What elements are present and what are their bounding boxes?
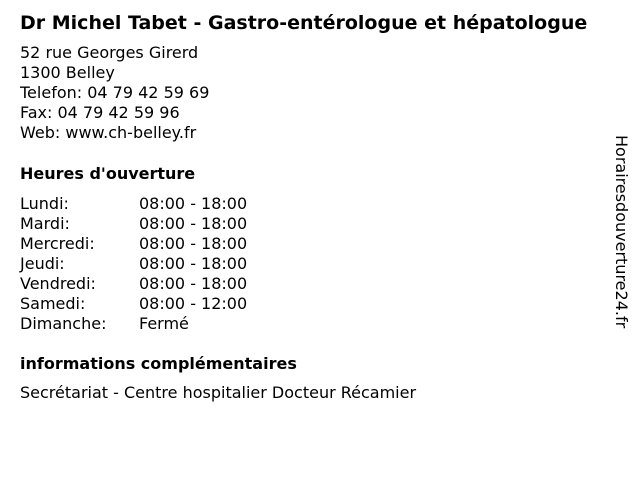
day-label: Mardi:	[20, 214, 70, 233]
time-value: 08:00 - 18:00	[139, 234, 248, 253]
page-title: Dr Michel Tabet - Gastro-entérologue et hépatologue	[20, 12, 588, 34]
time-value: 08:00 - 18:00	[139, 274, 248, 293]
day-label: Dimanche:	[20, 314, 107, 333]
day-label: Samedi:	[20, 294, 86, 313]
time-value: 08:00 - 12:00	[139, 294, 248, 313]
city: 1300 Belley	[20, 63, 115, 82]
time-value: Fermé	[139, 314, 189, 333]
opening-hours-heading: Heures d'ouverture	[20, 164, 196, 183]
day-label: Mercredi:	[20, 234, 95, 253]
day-label: Lundi:	[20, 194, 69, 213]
day-label: Vendredi:	[20, 274, 96, 293]
time-value: 08:00 - 18:00	[139, 194, 248, 213]
day-label: Jeudi:	[20, 254, 65, 273]
website: Web: www.ch-belley.fr	[20, 123, 197, 142]
time-value: 08:00 - 18:00	[139, 214, 248, 233]
address-block	[20, 43, 209, 143]
time-value: 08:00 - 18:00	[139, 254, 248, 273]
phone-number: Telefon: 04 79 42 59 69	[20, 83, 210, 102]
brand-watermark: Horairesdouverture24.fr	[612, 135, 631, 329]
additional-info-text: Secrétariat - Centre hospitalier Docteur Récamier	[20, 383, 417, 402]
additional-info-heading: informations complémentaires	[20, 354, 297, 373]
street-address: 52 rue Georges Girerd	[20, 43, 199, 62]
fax-number: Fax: 04 79 42 59 96	[20, 103, 180, 122]
